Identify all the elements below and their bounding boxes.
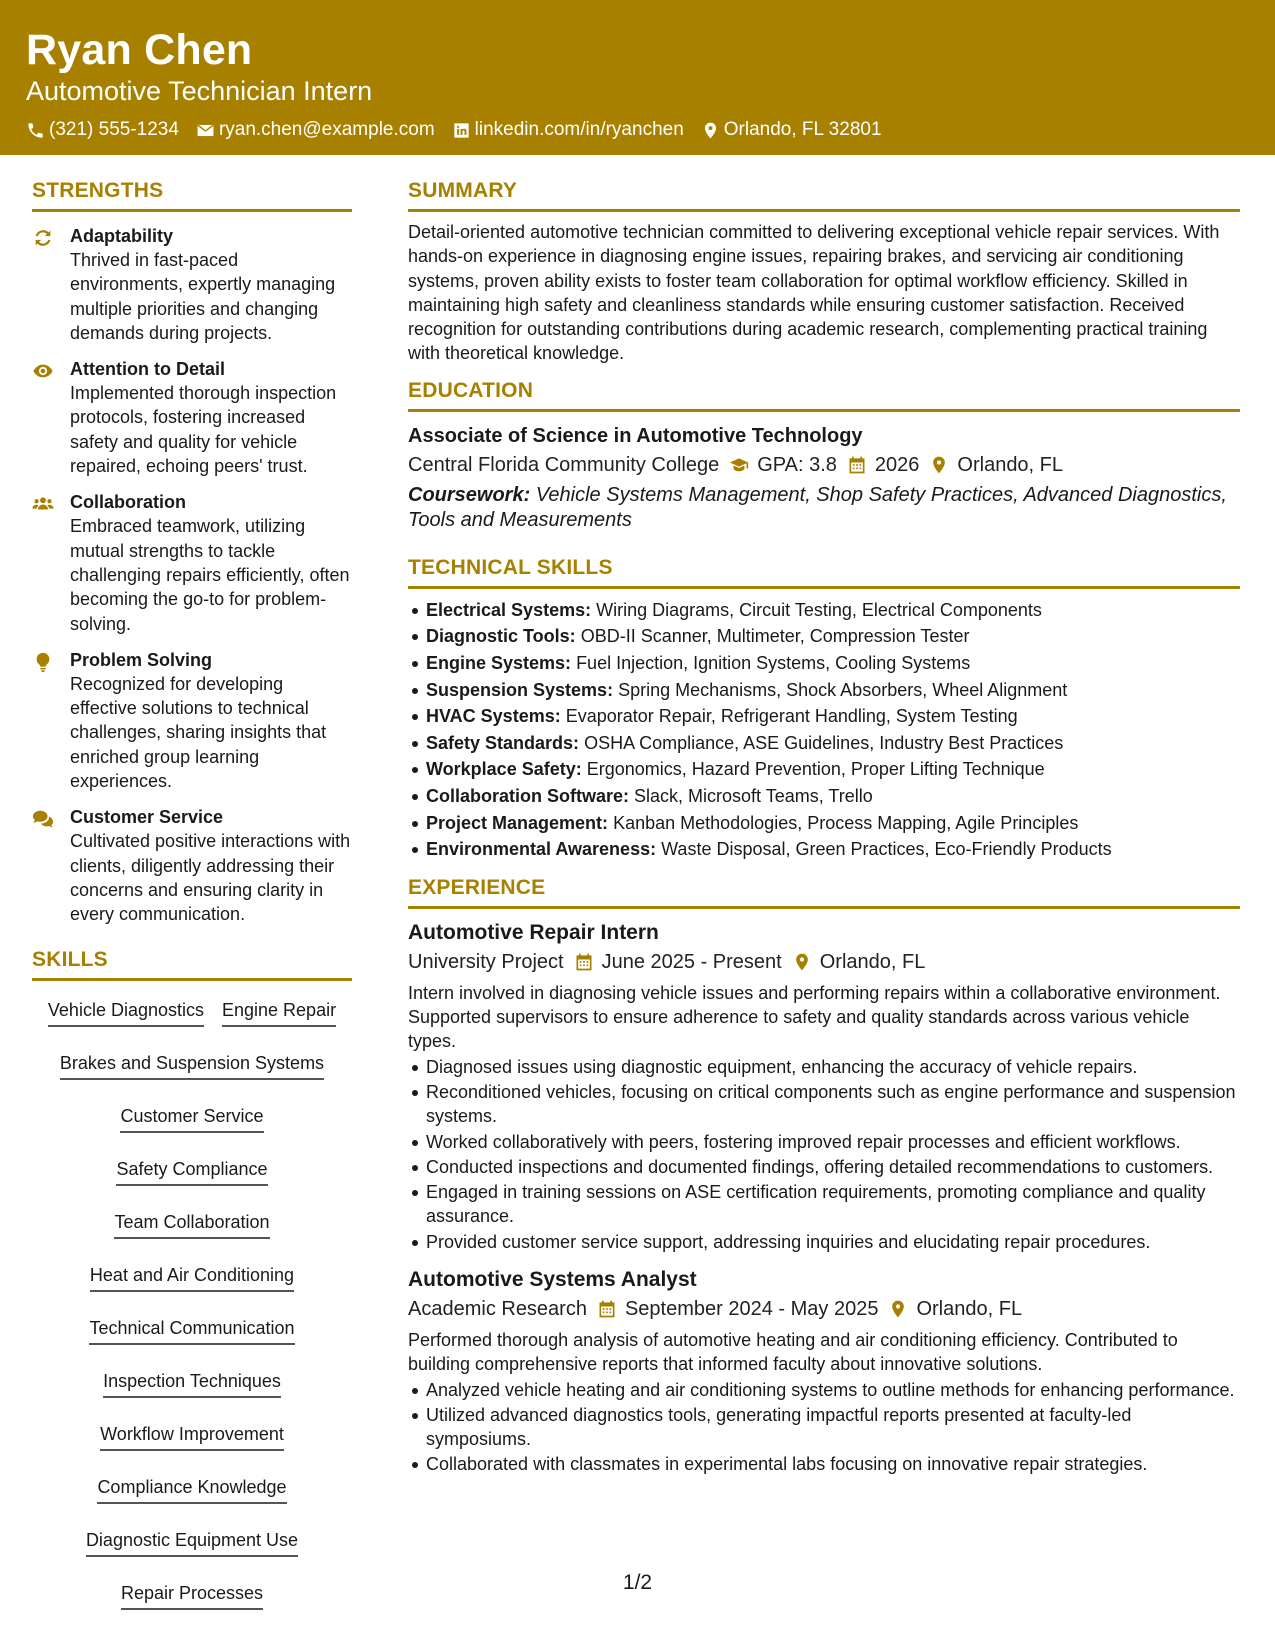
job-entry: [408, 919, 1240, 1254]
phone-text: (321) 555-1234: [49, 119, 179, 140]
skill-category: Collaboration Software:: [426, 785, 630, 806]
strength-title: Attention to Detail: [70, 359, 225, 380]
skill-tag: Workflow Improvement: [100, 1417, 284, 1451]
skill-values: Fuel Injection, Ignition Systems, Cooling Systems: [576, 652, 971, 673]
eye-icon: [32, 360, 54, 382]
contact-linkedin[interactable]: [452, 118, 684, 142]
candidate-title: Automotive Technician Intern: [26, 76, 373, 106]
job-description: Intern involved in diagnosing vehicle issues and performing repairs within a collaborative environment. Supported supervisors to ensure adherence to safety and quality standards across various vehicle types.: [408, 982, 1221, 1052]
job-meta: [408, 947, 1240, 977]
skill-tag: Diagnostic Equipment Use: [86, 1523, 298, 1557]
job-dates: September 2024 - May 2025: [624, 1297, 879, 1320]
skill-tag: Compliance Knowledge: [97, 1470, 286, 1504]
graduation-cap-icon: [729, 455, 749, 475]
strength-item: [32, 805, 352, 926]
strength-desc: Recognized for developing effective solutions to technical challenges, sharing insights that enriched group learning experiences.: [70, 673, 327, 792]
degree-title: Associate of Science in Automotive Technology: [408, 424, 863, 447]
list-item: Worked collaboratively with peers, fostering improved repair processes and efficient workflows.: [408, 1130, 1240, 1154]
candidate-name: Ryan Chen: [26, 26, 253, 74]
list-item: Utilized advanced diagnostics tools, generating impactful reports presented at faculty-led symposiums.: [408, 1403, 1240, 1452]
job-location: Orlando, FL: [916, 1297, 1023, 1320]
right-column: [408, 176, 1240, 1477]
list-item: [408, 730, 1240, 757]
skill-category: Suspension Systems:: [426, 679, 614, 700]
skill-category: Diagnostic Tools:: [426, 626, 576, 647]
job-title: Automotive Systems Analyst: [408, 1267, 697, 1291]
skill-tag: Brakes and Suspension Systems: [60, 1046, 324, 1080]
strength-desc: Implemented thorough inspection protocols, fostering increased safety and quality for vehicle repaired, echoing peers' trust.: [70, 383, 337, 477]
lightbulb-icon: [32, 651, 54, 673]
skills-list: [32, 991, 352, 1629]
job-dates: June 2025 - Present: [601, 950, 782, 973]
location-pin-icon: [701, 121, 720, 140]
list-item: [408, 597, 1240, 624]
skill-values: Evaporator Repair, Refrigerant Handling, System Testing: [565, 706, 1018, 727]
education-location: Orlando, FL: [957, 453, 1064, 476]
summary-heading: SUMMARY: [408, 176, 1240, 212]
list-item: Reconditioned vehicles, focusing on critical components such as engine performance and suspension systems.: [408, 1080, 1240, 1129]
coursework-label: Coursework:: [408, 483, 531, 506]
education-heading: EDUCATION: [408, 376, 1240, 412]
resume-header: [0, 0, 1275, 155]
calendar-icon: [574, 952, 594, 972]
contact-phone: [26, 118, 179, 142]
skill-tag: Inspection Techniques: [103, 1364, 281, 1398]
list-item: [408, 783, 1240, 810]
strength-item: [32, 224, 352, 345]
list-item: [408, 650, 1240, 677]
strength-item: [32, 357, 352, 478]
school-name: Central Florida Community College: [408, 453, 720, 476]
technical-skills-list: [408, 597, 1240, 863]
linkedin-link[interactable]: linkedin.com/in/ryanchen: [474, 119, 684, 140]
job-entry: [408, 1266, 1240, 1477]
list-item: [408, 810, 1240, 837]
calendar-icon: [597, 1299, 617, 1319]
skill-category: Safety Standards:: [426, 732, 580, 753]
skill-tag: Technical Communication: [89, 1311, 294, 1345]
skills-heading: SKILLS: [32, 945, 352, 981]
job-location: Orlando, FL: [819, 950, 926, 973]
skill-values: Kanban Methodologies, Process Mapping, Agile Principles: [613, 812, 1079, 833]
list-item: Provided customer service support, addressing inquiries and elucidating repair procedures.: [408, 1230, 1240, 1254]
job-description: Performed thorough analysis of automotive heating and air conditioning efficiency. Contributed to building comprehensive reports that informed faculty about innovative solutions.: [408, 1329, 1178, 1375]
coursework: [408, 483, 1240, 533]
contact-bar: [26, 118, 1249, 142]
refresh-icon: [32, 227, 54, 249]
graduation-year: 2026: [874, 453, 920, 476]
skill-values: Wiring Diagrams, Circuit Testing, Electrical Components: [596, 599, 1042, 620]
phone-icon: [26, 121, 45, 140]
strength-item: [32, 490, 352, 635]
strength-title: Adaptability: [70, 226, 174, 246]
list-item: [408, 677, 1240, 704]
list-item: Diagnosed issues using diagnostic equipment, enhancing the accuracy of vehicle repairs.: [408, 1055, 1240, 1079]
strength-title: Collaboration: [70, 492, 186, 513]
skill-category: Engine Systems:: [426, 652, 572, 673]
gpa: GPA: 3.8: [757, 453, 837, 476]
skill-values: OBD-II Scanner, Multimeter, Compression Tester: [580, 626, 970, 647]
calendar-icon: [847, 455, 867, 475]
contact-email[interactable]: [196, 118, 435, 142]
mail-icon: [196, 121, 215, 140]
list-item: Analyzed vehicle heating and air conditioning systems to outline methods for enhancing performance.: [408, 1378, 1240, 1402]
skill-category: Environmental Awareness:: [426, 839, 657, 860]
skill-tag: Repair Processes: [121, 1576, 263, 1610]
list-item: [408, 623, 1240, 650]
list-item: [408, 756, 1240, 783]
skill-values: Waste Disposal, Green Practices, Eco-Friendly Products: [661, 839, 1112, 860]
skill-category: Workplace Safety:: [426, 759, 582, 780]
strength-desc: Thrived in fast-paced environments, expertly managing multiple priorities and changing demands during projects.: [70, 250, 336, 343]
list-item: Collaborated with classmates in experimental labs focusing on innovative repair strategies.: [408, 1452, 1240, 1476]
job-bullets: [408, 1378, 1240, 1477]
list-item: Engaged in training sessions on ASE certification requirements, promoting compliance and quality assurance.: [408, 1180, 1240, 1229]
skill-tag: Team Collaboration: [114, 1205, 269, 1239]
strength-title: Problem Solving: [70, 649, 213, 670]
summary-text: Detail-oriented automotive technician committed to delivering exceptional vehicle repair services. With hands-on experience in diagnosing engine issues, repairing brakes, and servicing air conditioning systems, proven ability exists to foster team collaboration for optimal workflow efficiency. Skilled in maintaining high safety and cleanliness standards while ensuring customer satisfaction. Received recognition for outstanding contributions during academic research, complementing practical training with theoretical knowledge.: [408, 222, 1220, 364]
list-item: [408, 836, 1240, 863]
technical-skills-heading: TECHNICAL SKILLS: [408, 553, 1240, 589]
skill-values: Slack, Microsoft Teams, Trello: [634, 785, 873, 806]
skill-values: Spring Mechanisms, Shock Absorbers, Wheel Alignment: [618, 679, 1068, 700]
location-pin-icon: [888, 1299, 908, 1319]
job-org: Academic Research: [408, 1297, 587, 1320]
skill-category: Electrical Systems:: [426, 599, 592, 620]
strength-title: Customer Service: [70, 807, 224, 828]
list-item: Conducted inspections and documented findings, offering detailed recommendations to customers.: [408, 1155, 1240, 1179]
skill-category: Project Management:: [426, 812, 609, 833]
job-title: Automotive Repair Intern: [408, 920, 659, 944]
experience-heading: EXPERIENCE: [408, 873, 1240, 909]
location-pin-icon: [929, 455, 949, 475]
skill-tag: Heat and Air Conditioning: [90, 1258, 294, 1292]
strengths-heading: STRENGTHS: [32, 176, 352, 212]
email-link[interactable]: ryan.chen@example.com: [218, 119, 435, 140]
strength-desc: Embraced teamwork, utilizing mutual strengths to tackle challenging repairs efficiently, often becoming the go-to for problem-solving.: [70, 516, 350, 634]
page-number: 1/2: [622, 1571, 653, 1594]
skill-category: HVAC Systems:: [426, 706, 561, 727]
strength-item: [32, 648, 352, 793]
skill-values: OSHA Compliance, ASE Guidelines, Industry Best Practices: [584, 732, 1064, 753]
location-text: Orlando, FL 32801: [723, 119, 882, 140]
job-bullets: [408, 1055, 1240, 1254]
skill-values: Ergonomics, Hazard Prevention, Proper Lifting Technique: [586, 759, 1045, 780]
linkedin-icon: [452, 121, 471, 140]
users-icon: [32, 493, 54, 515]
left-column: [32, 176, 352, 1629]
comments-icon: [32, 808, 54, 830]
skill-tag: Customer Service: [120, 1099, 263, 1133]
job-meta: [408, 1294, 1240, 1324]
skill-tag: Engine Repair: [222, 993, 336, 1027]
education-meta: [408, 450, 1240, 480]
job-org: University Project: [408, 950, 564, 973]
coursework-list: Vehicle Systems Management, Shop Safety Practices, Advanced Diagnostics, Tools and Measurements: [408, 483, 1227, 531]
strength-desc: Cultivated positive interactions with clients, diligently addressing their concerns and ensuring clarity in every communication.: [70, 831, 351, 925]
strengths-list: [32, 222, 352, 927]
location-pin-icon: [792, 952, 812, 972]
contact-location: [701, 118, 882, 142]
skill-tag: Vehicle Diagnostics: [48, 993, 204, 1027]
list-item: [408, 703, 1240, 730]
skill-tag: Safety Compliance: [116, 1152, 267, 1186]
